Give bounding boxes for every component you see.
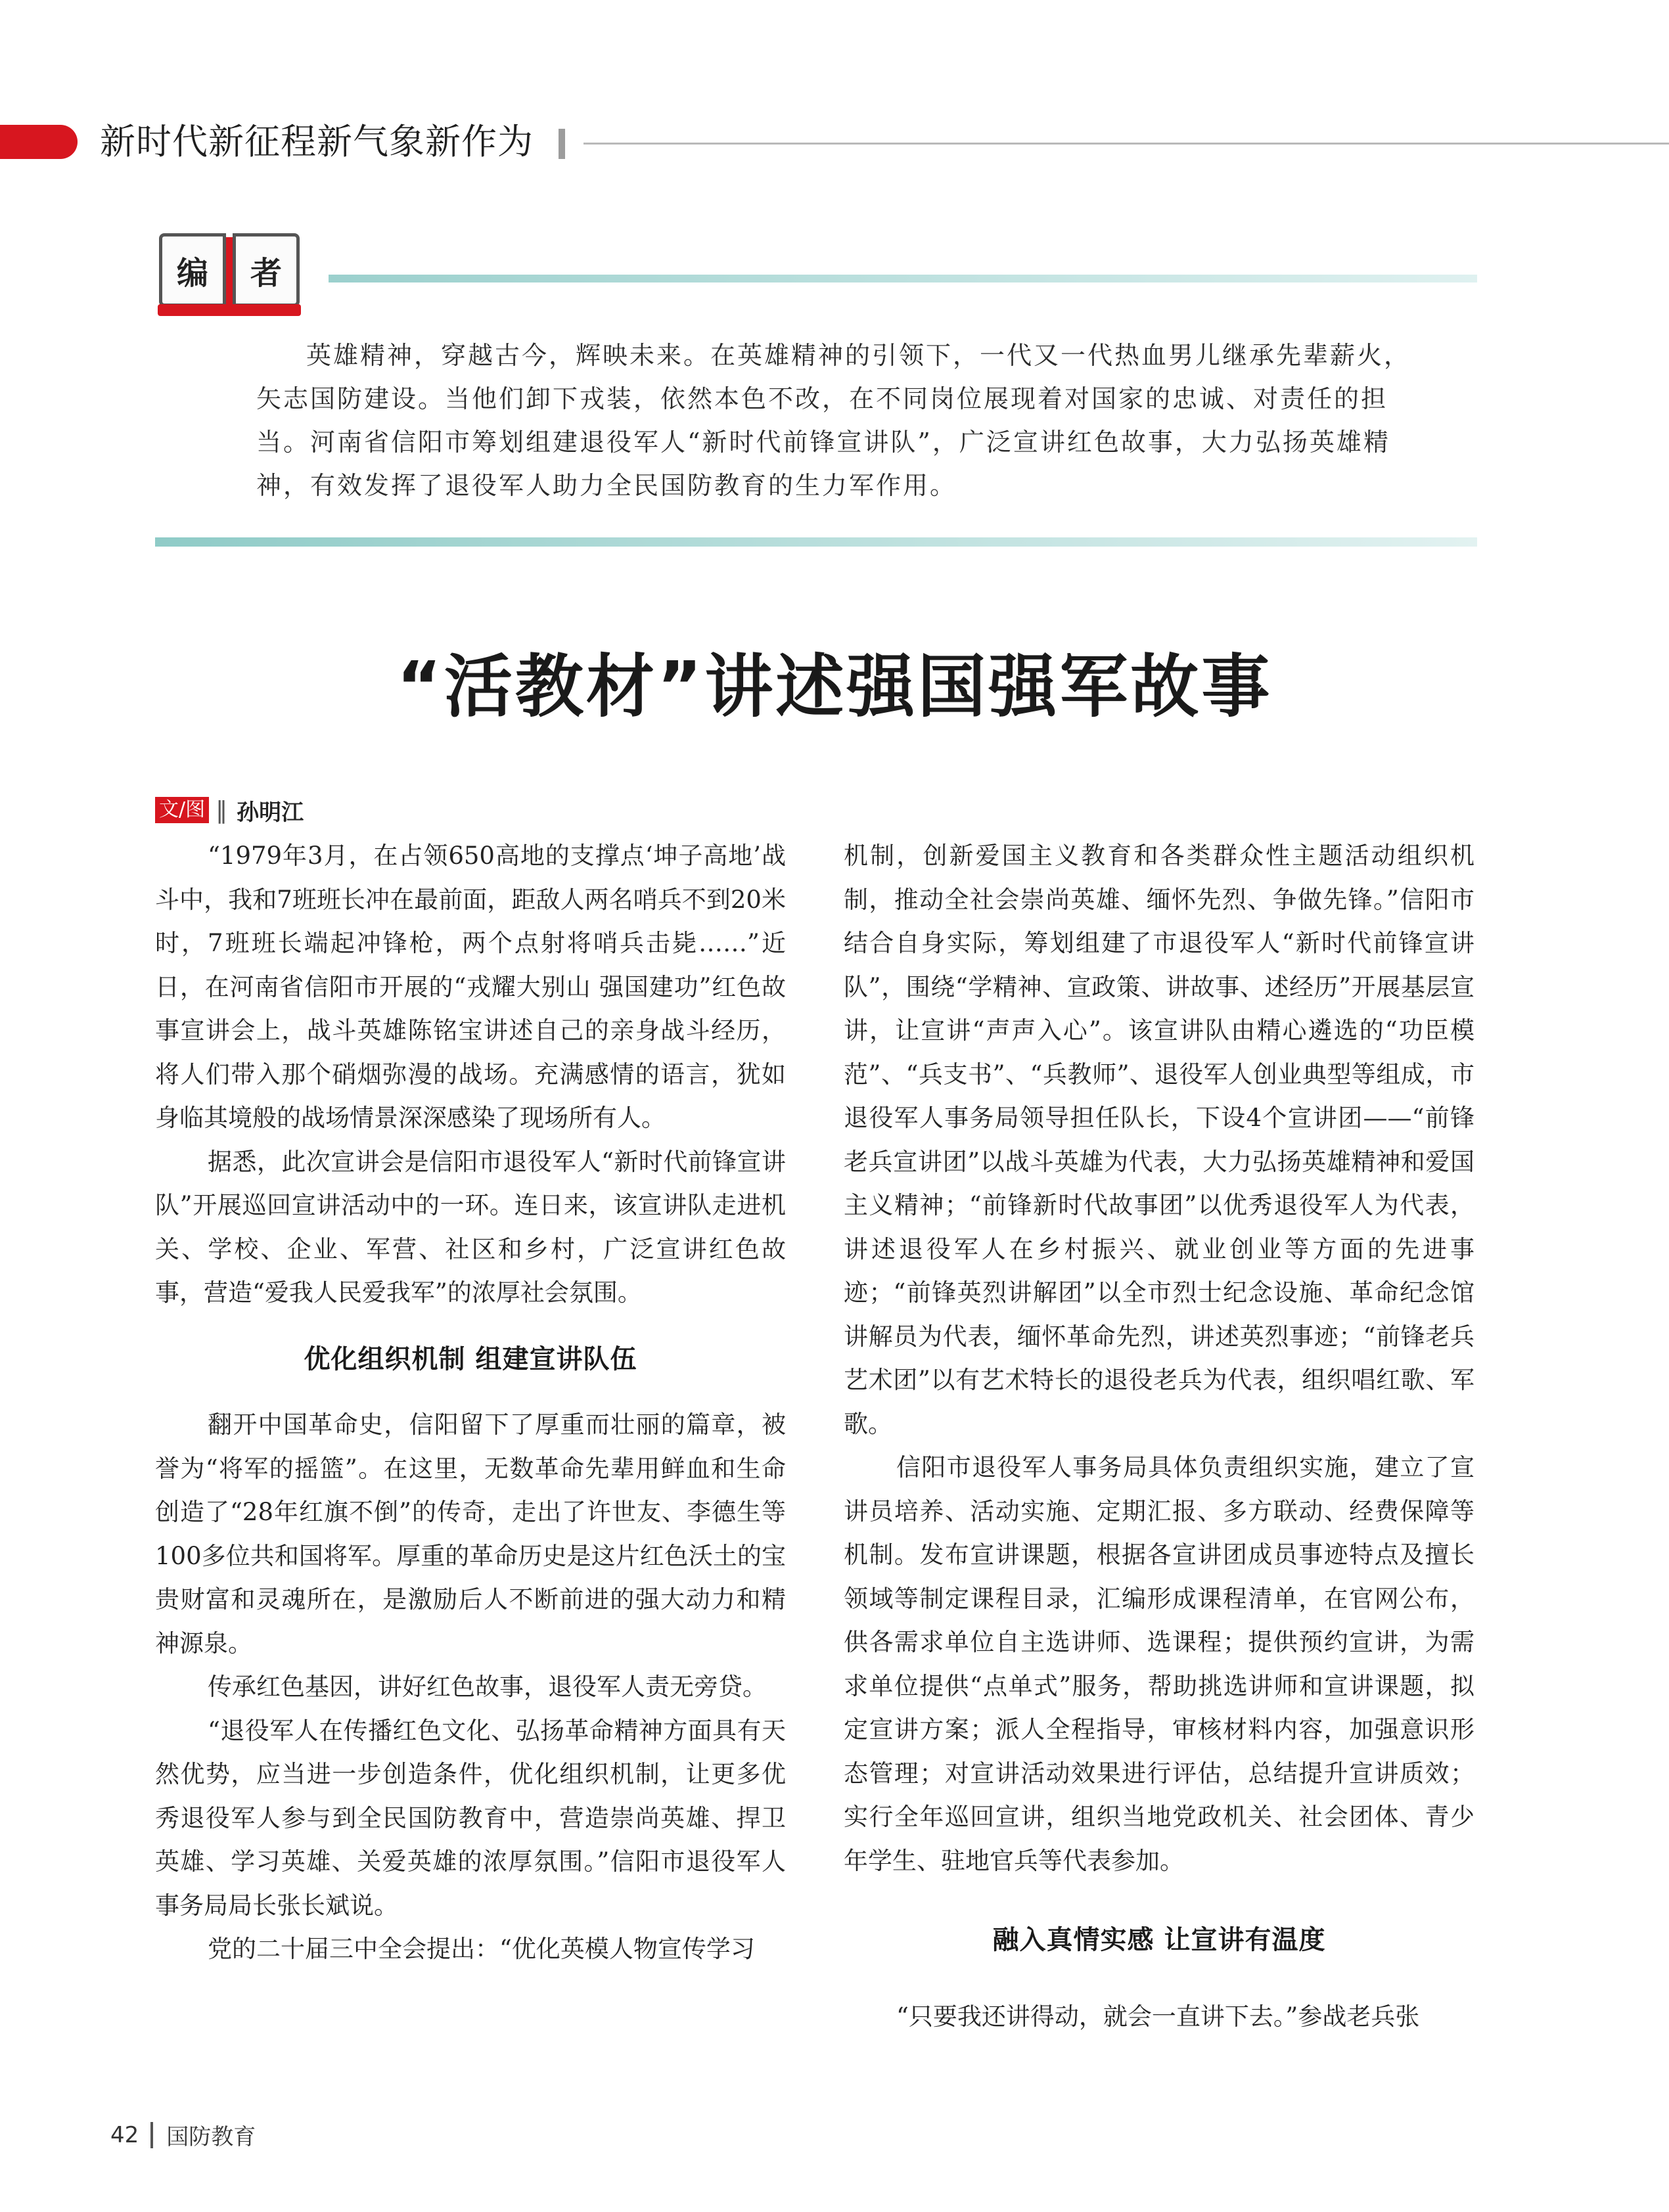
byline-author: 孙明江 bbox=[237, 799, 304, 826]
section-heading: 优化组织机制 组建宣讲队伍 bbox=[304, 1343, 637, 1374]
paragraph-continued: 机制，创新爱国主义教育和各类群众性主题活动组织机制，推动全社会崇尚英雄、缅怀先烈、争做先锋。”信阳市结合自身实际，筹划组建了市退役军人“新时代前锋宣讲队”，围绕“学精神、宣政策、讲故事、述经历”开展基层宣讲，让宣讲“声声入心”。该宣讲队由精心遴选的“功臣模范”、“兵支书”、“兵教师”、退役军人创业典型等组成，市退役军人事务局领导担任队长，下设4个宣讲团——“前锋老兵宣讲团”以战斗英雄为代表，大力弘扬英雄精神和爱国主义精神；“前锋新时代故事团”以优秀退役军人为代表，讲述退役军人在乡村振兴、就业创业等方面的先进事迹；“前锋英烈讲解团”以全市烈士纪念设施、革命纪念馆讲解员为代表，缅怀革命先烈，讲述英烈事迹；“前锋老兵艺术团”以有艺术特长的退役老兵为代表，组织唱红歌、军歌。 bbox=[844, 842, 1475, 1438]
header-rule bbox=[583, 143, 1669, 145]
editor-note-top-rule bbox=[329, 275, 1477, 282]
byline bbox=[155, 796, 304, 824]
editor-note-bottom-rule bbox=[155, 537, 1477, 547]
paragraph: “只要我还讲得动，就会一直讲下去。”参战老兵张 bbox=[896, 2002, 1420, 2031]
footer-separator bbox=[150, 2122, 153, 2148]
page-number: 42 bbox=[110, 2121, 139, 2148]
paragraph: “退役军人在传播红色文化、弘扬革命精神方面具有天然优势，应当进一步创造条件，优化组织机制，让更多优秀退役军人参与到全民国防教育中，营造崇尚英雄、捍卫英雄、学习英雄、关爱英雄的浓厚氛围。”信阳市退役军人事务局局长张长斌说。 bbox=[155, 1716, 786, 1920]
header-red-tab bbox=[0, 125, 78, 159]
paragraph: 据悉，此次宣讲会是信阳市退役军人“新时代前锋宣讲队”开展巡回宣讲活动中的一环。连日来，该宣讲队走进机关、学校、企业、军营、社区和乡村，广泛宣讲红色故事，营造“爱我人民爱我军”的浓厚社会氛围。 bbox=[155, 1147, 786, 1307]
editor-note-text: 英雄精神，穿越古今，辉映未来。在英雄精神的引领下，一代又一代热血男儿继承先辈薪火，矢志国防建设。当他们卸下戎装，依然本色不改，在不同岗位展现着对国家的忠诚、对责任的担当。河南省信阳市筹划组建退役军人“新时代前锋宣讲队”，广泛宣讲红色故事，大力弘扬英雄精神，有效发挥了退役军人助力全民国防教育的生力军作用。 bbox=[256, 341, 1411, 500]
editor-badge-left-page: 编 bbox=[159, 233, 226, 307]
editor-note-badge bbox=[158, 233, 301, 317]
right-column bbox=[844, 834, 1475, 2039]
paragraph: 党的二十届三中全会提出：“优化英模人物宣传学习 bbox=[208, 1935, 755, 1963]
section-title: 新时代新征程新气象新作为 bbox=[100, 121, 534, 162]
paragraph: 信阳市退役军人事务局具体负责组织实施，建立了宣讲员培养、活动实施、定期汇报、多方联动、经费保障等机制。发布宣讲课题，根据各宣讲团成员事迹特点及擅长领域等制定课程目录，汇编形成课程清单，在官网公布，供各需求单位自主选讲师、选课程；提供预约宣讲，为需求单位提供“点单式”服务，帮助挑选讲师和宣讲课题，拟定宣讲方案；派人全程指导，审核材料内容，加强意识形态管理；对宣讲活动效果进行评估，总结提升宣讲质效；实行全年巡回宣讲，组织当地党政机关、社会团体、青少年学生、驻地官兵等代表参加。 bbox=[844, 1453, 1475, 1875]
magazine-name: 国防教育 bbox=[166, 2124, 256, 2150]
page-footer bbox=[110, 2119, 256, 2151]
section-heading: 融入真情实感 让宣讲有温度 bbox=[992, 1925, 1326, 1955]
paragraph: 传承红色基因，讲好红色故事，退役军人责无旁贷。 bbox=[208, 1673, 767, 1701]
byline-tag: 文/图 bbox=[155, 797, 209, 823]
byline-separator: ‖ bbox=[216, 796, 228, 824]
book-spine bbox=[226, 237, 233, 309]
left-column bbox=[155, 834, 786, 1972]
paragraph: 翻开中国革命史，信阳留下了厚重而壮丽的篇章，被誉为“将军的摇篮”。在这里，无数革命先辈用鲜血和生命创造了“28年红旗不倒”的传奇，走出了许世友、李德生等100多位共和国将军。厚重的革命历史是这片红色沃土的宝贵财富和灵魂所在，是激励后人不断前进的强大动力和精神源泉。 bbox=[155, 1411, 786, 1658]
book-cover-base bbox=[158, 304, 301, 316]
editor-badge-right-page: 者 bbox=[233, 233, 300, 307]
header-separator bbox=[559, 129, 565, 159]
article-title: “活教材”讲述强国强军故事 bbox=[396, 646, 1273, 727]
paragraph: “1979年3月，在占领650高地的支撑点‘坤子高地’战斗中，我和7班班长冲在最前面，距敌人两名哨兵不到20米时，7班班长端起冲锋枪，两个点射将哨兵击毙……”近日，在河南省信阳市开展的“戎耀大别山 强国建功”红色故事宣讲会上，战斗英雄陈铭宝讲述自己的亲身战斗经历，将人们带入那个硝烟弥漫的战场。充满感情的语言，犹如身临其境般的战场情景深深感染了现场所有人。 bbox=[155, 842, 786, 1132]
